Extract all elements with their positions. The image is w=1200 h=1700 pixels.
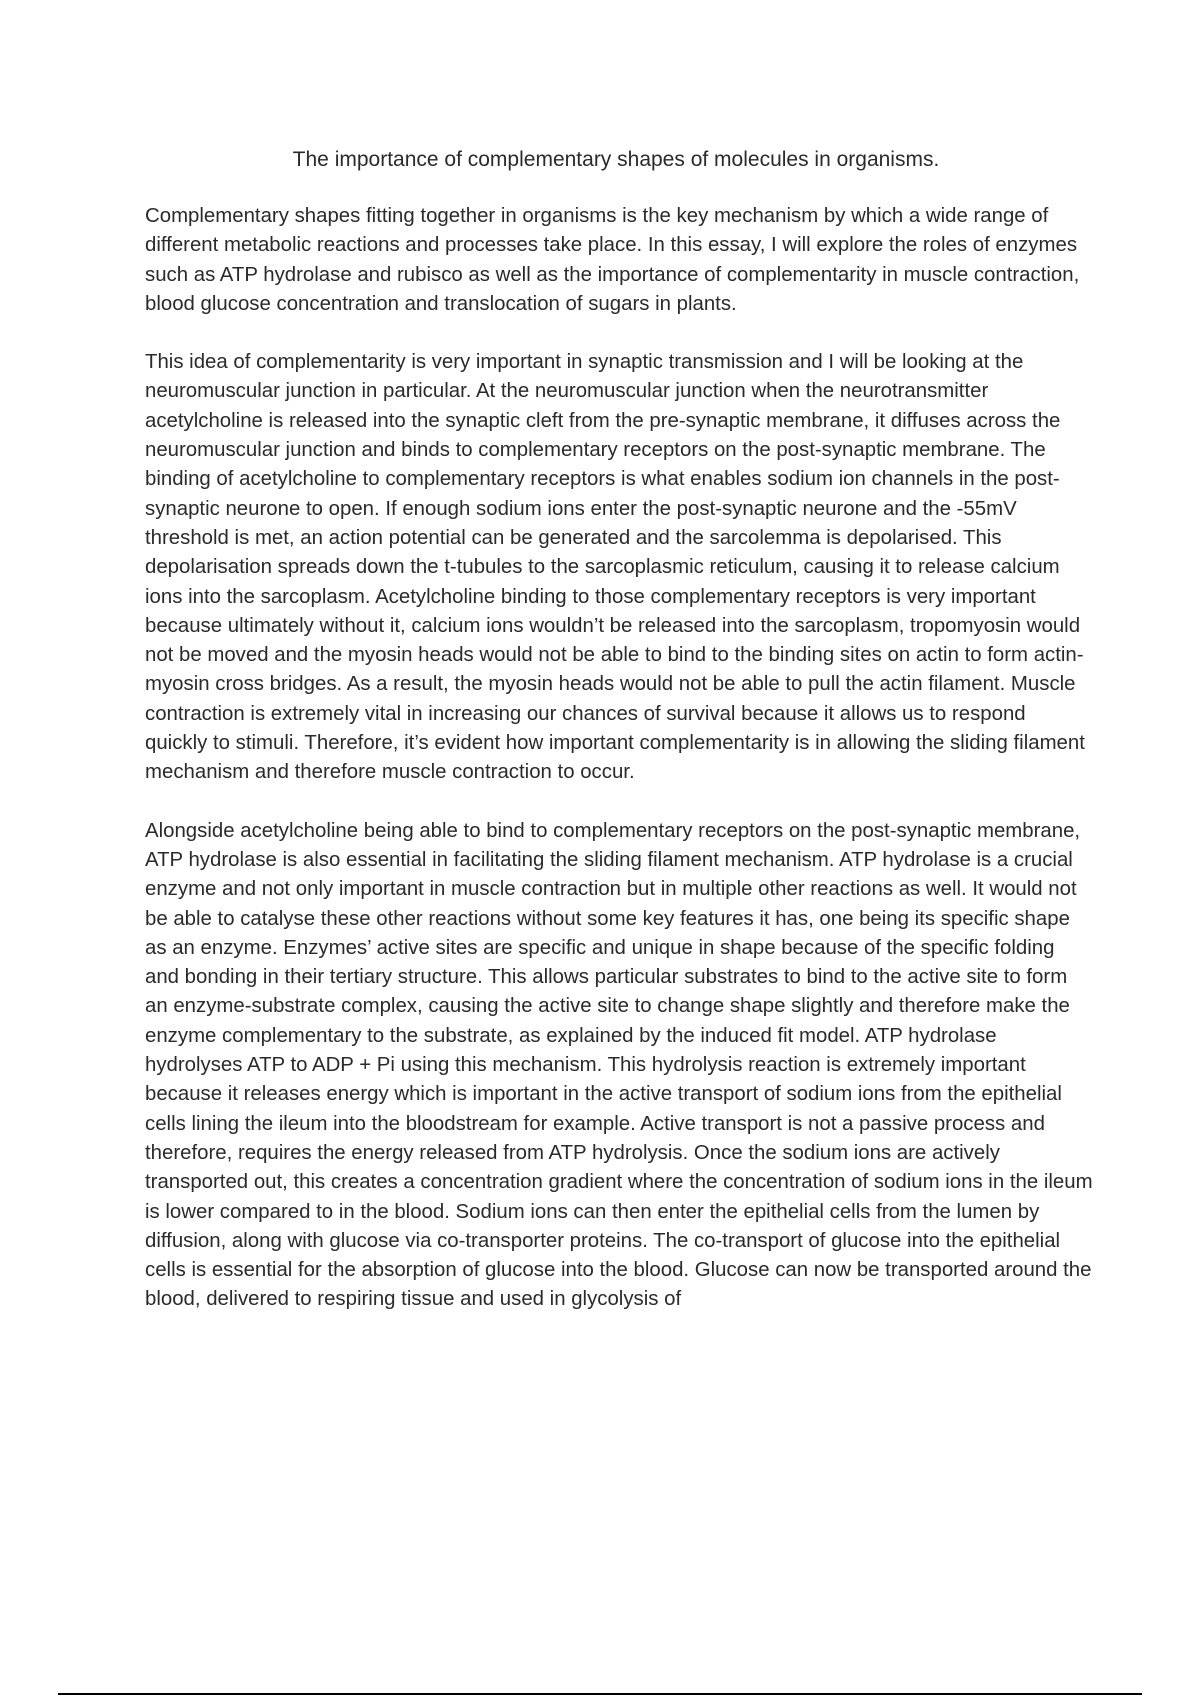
document-body: [145, 202, 1093, 1344]
paragraph-neuromuscular-junction: This idea of complementarity is very important in synaptic transmission and I will be looking at the neuromuscular junction in particular. At the neuromuscular junction when the neurotransmitter acetylcholine is released into the synaptic cleft from the pre-synaptic membrane, it diffuses across the neuromuscular junction and binds to complementary receptors on the post-synaptic membrane. The binding of acetylcholine to complementary receptors is what enables sodium ion channels in the post-synaptic neurone to open. If enough sodium ions enter the post-synaptic neurone and the -55mV threshold is met, an action potential can be generated and the sarcolemma is depolarised. This depolarisation spreads down the t-tubules to the sarcoplasmic reticulum, causing it to release calcium ions into the sarcoplasm. Acetylcholine binding to those complementary receptors is very important because ultimately without it, calcium ions wouldn’t be released into the sarcoplasm, tropomyosin would not be moved and the myosin heads would not be able to bind to the binding sites on actin to form actin-myosin cross bridges. As a result, the myosin heads would not be able to pull the actin filament. Muscle contraction is extremely vital in increasing our chances of survival because it allows us to respond quickly to stimuli. Therefore, it’s evident how important complementarity is in allowing the sliding filament mechanism and therefore muscle contraction to occur.: [145, 351, 1085, 784]
paragraph-atp-hydrolase: Alongside acetylcholine being able to bind to complementary receptors on the post-synaptic membrane, ATP hydrolase is also essential in facilitating the sliding filament mechanism. ATP hydrolase is a crucial enzyme and not only important in muscle contraction but in multiple other reactions as well. It would not be able to catalyse these other reactions without some key features it has, one being its specific shape as an enzyme. Enzymes’ active sites are specific and unique in shape because of the specific folding and bonding in their tertiary structure. This allows particular substrates to bind to the active site to form an enzyme-substrate complex, causing the active site to change shape slightly and therefore make the enzyme complementary to the substrate, as explained by the induced fit model. ATP hydrolase hydrolyses ATP to ADP + Pi using this mechanism. This hydrolysis reaction is extremely important because it releases energy which is important in the active transport of sodium ions from the epithelial cells lining the ileum into the bloodstream for example. Active transport is not a passive process and therefore, requires the energy released from ATP hydrolysis. Once the sodium ions are actively transported out, this creates a concentration gradient where the concentration of sodium ions in the ileum is lower compared to in the blood. Sodium ions can then enter the epithelial cells from the lumen by diffusion, along with glucose via co-transporter proteins. The co-transport of glucose into the epithelial cells is essential for the absorption of glucose into the blood. Glucose can now be transported around the blood, delivered to respiring tissue and used in glycolysis of: [145, 819, 1093, 1311]
page-bottom-rule: [58, 1693, 1142, 1695]
document-title: The importance of complementary shapes of molecules in organisms.: [292, 148, 940, 171]
paragraph-introduction: Complementary shapes fitting together in organisms is the key mechanism by which a wide range of different metabolic reactions and processes take place. In this essay, I will explore the roles of enzymes such as ATP hydrolase and rubisco as well as the importance of complementarity in muscle contraction, blood glucose concentration and translocation of sugars in plants.: [145, 205, 1080, 315]
